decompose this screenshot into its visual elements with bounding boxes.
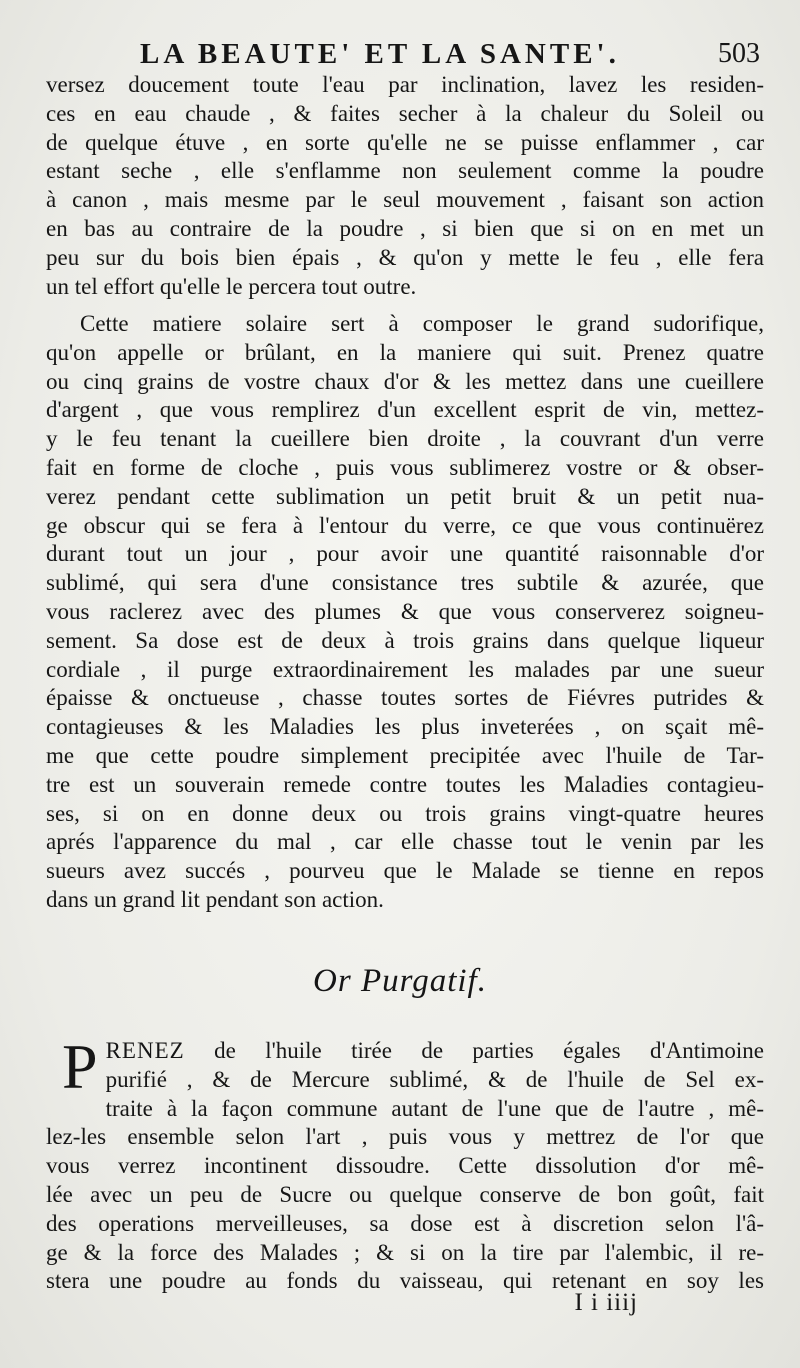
text-line <box>46 1037 764 1066</box>
text-line: un tel effort qu'elle le percera tout outre. <box>46 273 417 299</box>
text-line: de quelque étuve , en sorte qu'elle ne se puisse enflammer , car <box>46 129 764 155</box>
text-line: contagieuses & les Maladies les plus inveterées , on sçait mê- <box>46 714 764 740</box>
text-line: dans un grand lit pendant son action. <box>46 886 384 912</box>
text-line: sement. Sa dose est de deux à trois grains dans quelque liqueur <box>46 627 764 653</box>
paragraph-3 <box>46 1031 765 1296</box>
text-line: des operations merveilleuses, sa dose est à discretion selon l'â- <box>46 1210 764 1236</box>
text-line: verez pendant cette sublimation un petit bruit & un petit nua- <box>46 483 764 509</box>
text-line: versez doucement toute l'eau par inclination, lavez les residen- <box>46 72 764 97</box>
text-line: en bas au contraire de la poudre , si bien que si on en met un <box>46 215 764 241</box>
text-line: traite à la façon commune autant de l'une que de l'autre , mê- <box>105 1095 764 1121</box>
text-line: épaisse & onctueuse , chasse toutes sortes de Fiévres putrides & <box>46 685 764 711</box>
text-line: qu'on appelle or brûlant, en la maniere qui suit. Prenez quatre <box>46 339 764 365</box>
running-title: LA BEAUTE' ET LA SANTE'. <box>140 38 620 70</box>
text-line: ses, si on en donne deux ou trois grains vingt-quatre heures <box>46 800 764 826</box>
text-line: cordiale , il purge extraordinairement les malades par une sueur <box>46 656 764 682</box>
text-line: ces en eau chaude , & faites secher à la chaleur du Soleil ou <box>46 100 764 126</box>
text-line: durant tout un jour , pour avoir une quantité raisonnable d'or <box>46 541 764 567</box>
signature-mark: I i iiij <box>574 1289 638 1316</box>
text-line: ge obscur qui se fera à l'entour du verre, ce que vous continuërez <box>46 512 764 538</box>
drop-cap: P <box>62 1031 98 1102</box>
text-line: lez-les ensemble selon l'art , puis vous y mettrez de l'or que <box>46 1124 764 1150</box>
lead-word: RENEZ <box>105 1038 185 1063</box>
text-line: ou cinq grains de vostre chaux d'or & les mettez dans une cueillere <box>46 368 764 394</box>
text-line: sueurs avez succés , pourveu que le Malade se tienne en repos <box>46 858 764 884</box>
text-line: vous verrez incontinent dissoudre. Cette dissolution d'or mê- <box>46 1153 764 1179</box>
text-line: tre est un souverain remede contre toutes les Maladies contagieu- <box>46 771 764 797</box>
page-number: 503 <box>718 38 760 69</box>
text-line: stera une poudre au fonds du vaisseau, qui retenant en soy les <box>46 1268 764 1294</box>
text-line: aprés l'apparence du mal , car elle chasse tout le venin par les <box>46 829 764 855</box>
text-line: vous raclerez avec des plumes & que vous conserverez soigneu- <box>46 598 764 624</box>
text-line: Cette matiere solaire sert à composer le grand sudorifique, <box>80 311 764 336</box>
text-line: ge & la force des Malades ; & si on la tire par l'alembic, il re- <box>46 1239 764 1265</box>
text-line: d'argent , que vous remplirez d'un excellent esprit de vin, mettez- <box>46 397 764 423</box>
text-line: fait en forme de cloche , puis vous sublimerez vostre or & obser- <box>46 454 764 480</box>
text-line: lée avec un peu de Sucre ou quelque conserve de bon goût, fait <box>46 1181 764 1207</box>
section-title: Or Purgatif. <box>313 963 487 999</box>
text-line: sublimé, qui sera d'une consistance tres subtile & azurée, que <box>46 570 764 596</box>
text-fragment: de l'huile tirée de parties égales d'Antimoine <box>214 1038 765 1063</box>
paragraph-2 <box>46 310 764 915</box>
text-line: me que cette poudre simplement precipitée avec l'huile de Tar- <box>46 742 764 768</box>
text-line: y le feu tenant la cueillere bien droite , la couvrant d'un verre <box>46 426 764 452</box>
text-line: estant seche , elle s'enflamme non seulement comme la poudre <box>46 158 764 184</box>
paragraph-1 <box>46 71 764 301</box>
text-line: peu sur du bois bien épais , & qu'on y mette le feu , elle fera <box>46 244 764 270</box>
text-line: à canon , mais mesme par le seul mouvement , faisant son action <box>46 187 764 213</box>
text-line: purifié , & de Mercure sublimé, & de l'huile de Sel ex- <box>105 1066 764 1092</box>
